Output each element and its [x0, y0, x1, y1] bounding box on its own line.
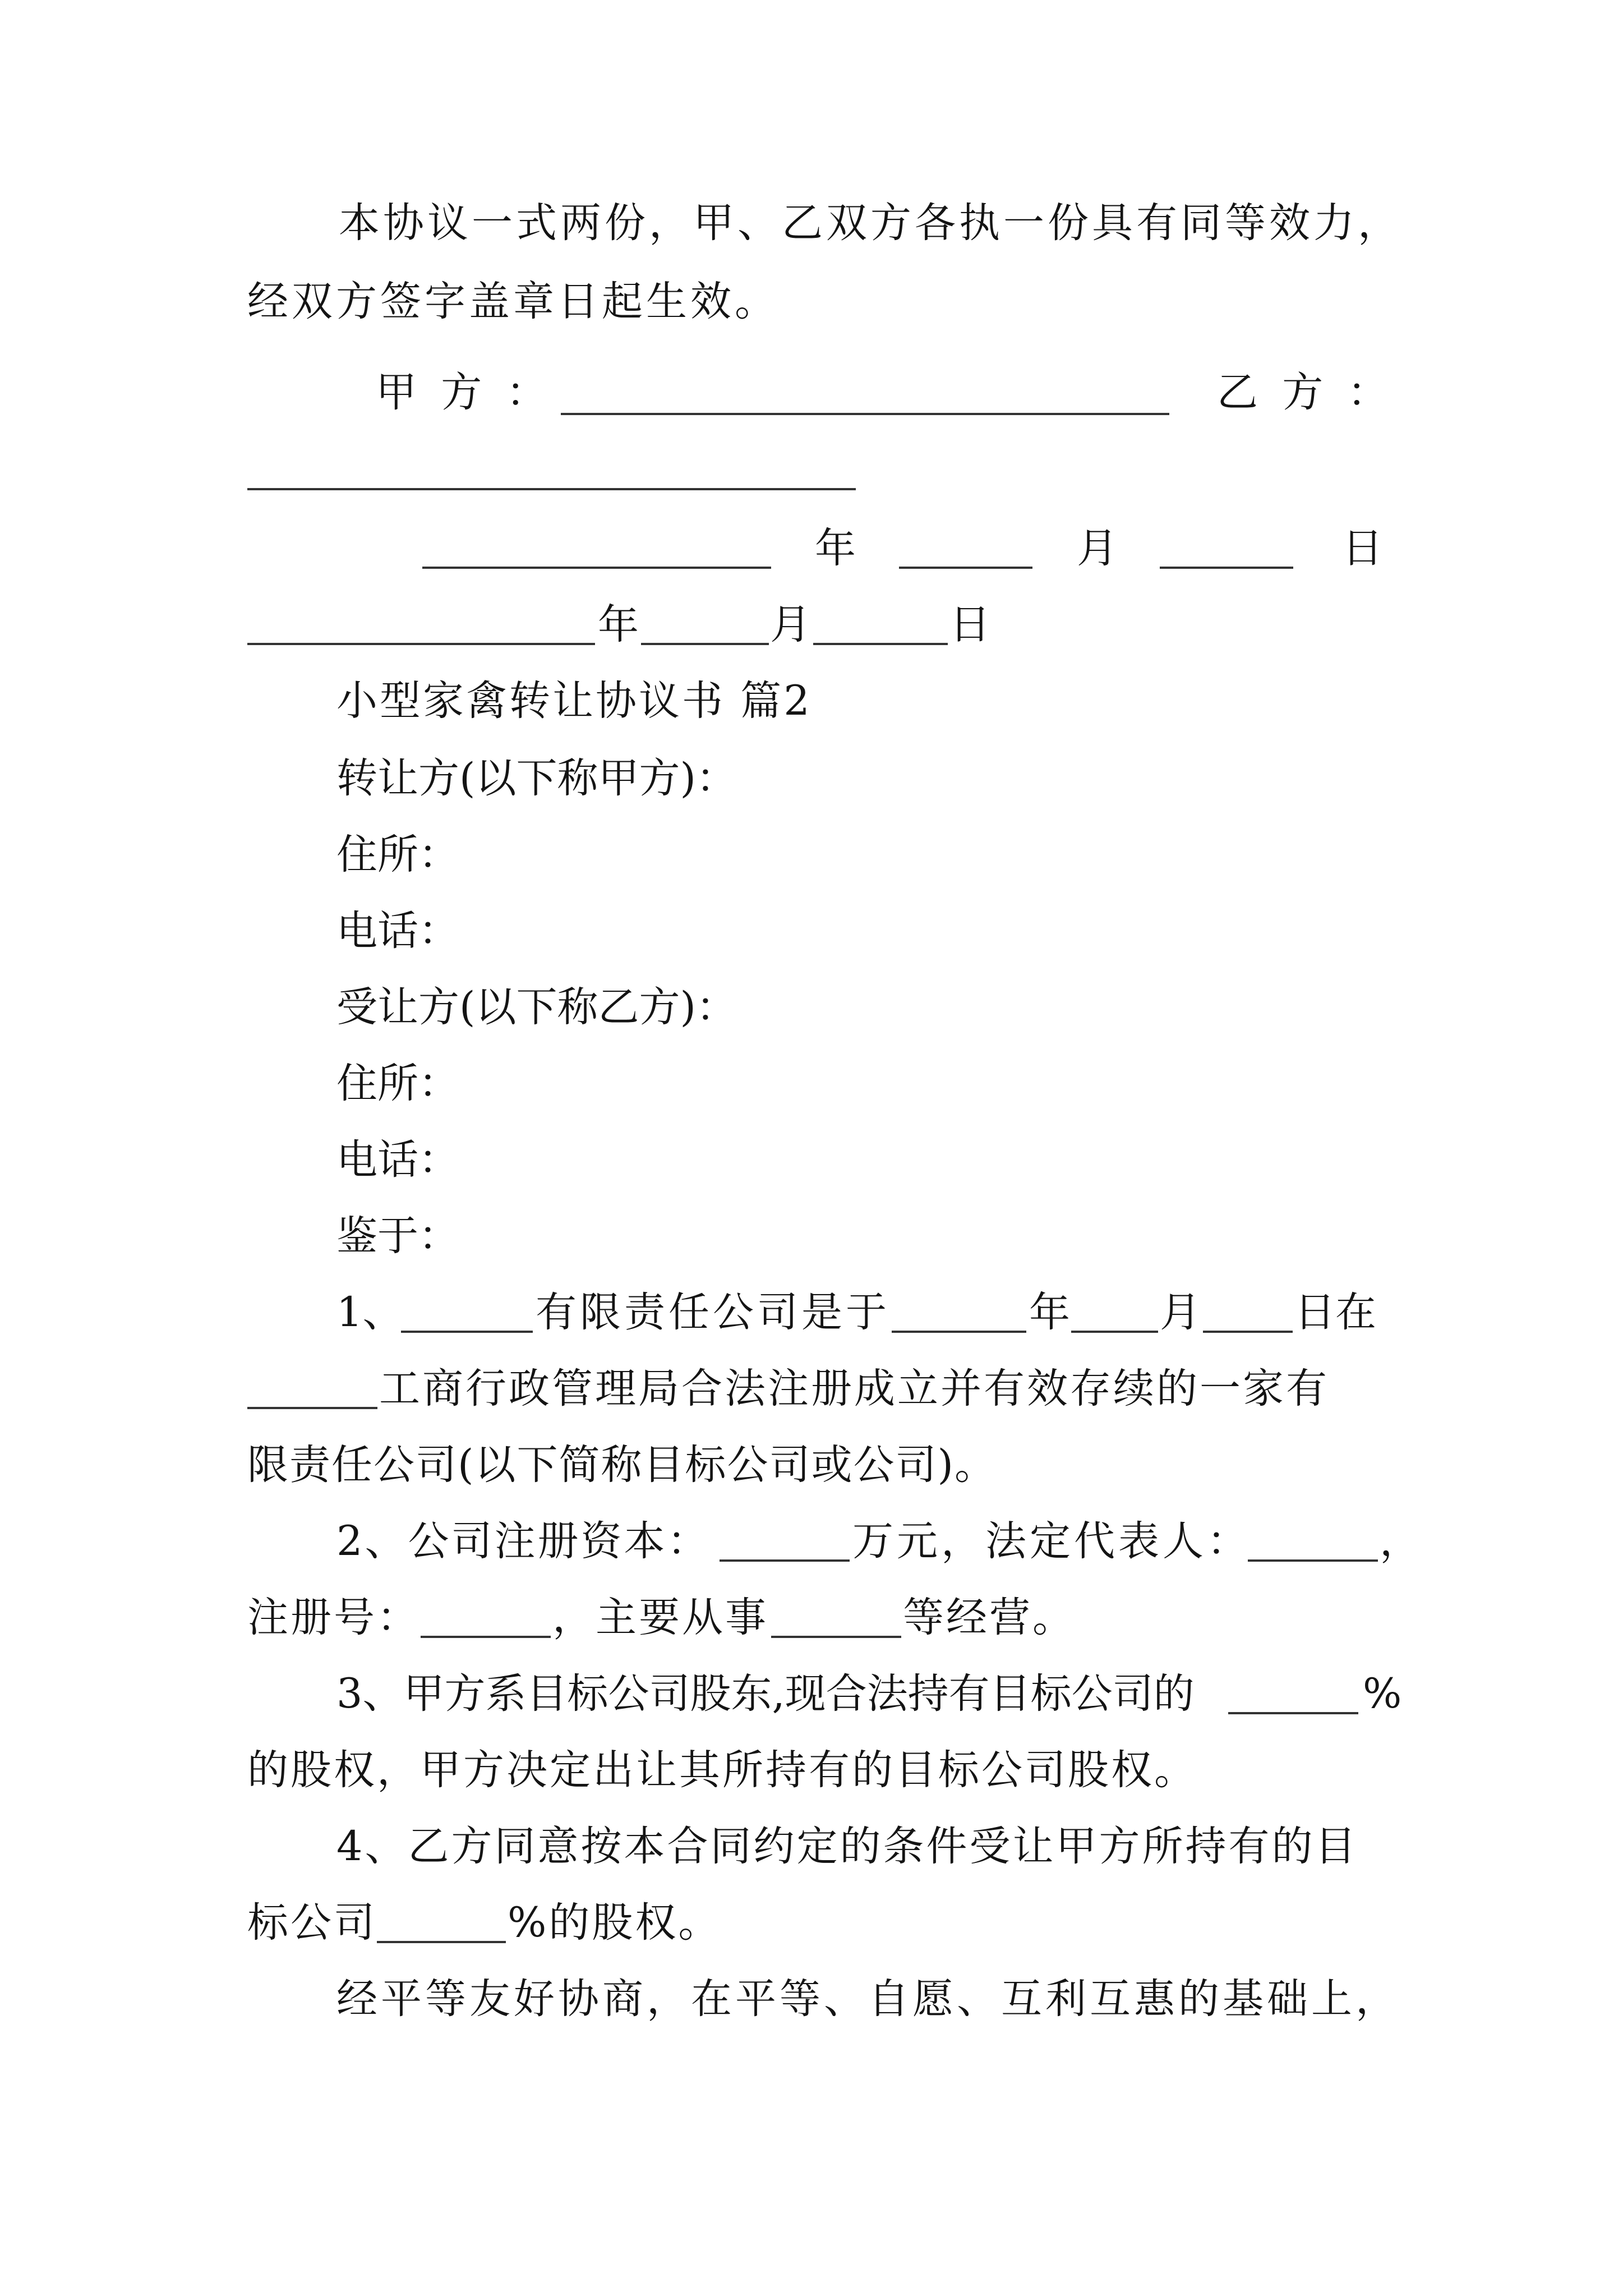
clause-1-company-blank: [401, 1331, 533, 1333]
clause-4-share-blank: [377, 1941, 506, 1943]
clause-3-text-b: 的股权，甲方决定出让其所持有的目标公司股权。: [247, 1746, 1197, 1794]
clause-4-text-b: 标公司: [247, 1899, 377, 1947]
transferee-label-text: 受让方(以下称乙方)：: [336, 983, 737, 1031]
clause-1-year: 年: [1029, 1289, 1070, 1336]
clause-4-text-a: 4、乙方同意按本合同约定的条件受让甲方所持有的目: [336, 1823, 1358, 1870]
clause-3-percent: %: [1363, 1670, 1402, 1718]
date-row-2-day: 日: [949, 601, 990, 648]
clause-2-regno-blank: [421, 1636, 551, 1638]
transferor-phone-text: 电话：: [336, 907, 459, 955]
date-row-1-day-blank: [1160, 567, 1293, 569]
date-row-2-year: 年: [598, 601, 639, 648]
transferee-address-text: 住所：: [336, 1060, 459, 1107]
transferor-label-text: 转让方(以下称甲方)：: [336, 754, 737, 802]
date-row-1-year: 年: [815, 524, 856, 572]
clause-2-text-e: ，主要从事: [552, 1594, 768, 1641]
transferor-address-text: 住所：: [336, 831, 459, 878]
clause-1-text-c: 限责任公司(以下简称目标公司或公司)。: [247, 1441, 997, 1489]
clause-4-text-c: %的股权。: [508, 1899, 722, 1947]
clause-1-day-blank: [1203, 1331, 1293, 1333]
clause-2-capital-blank: [720, 1559, 850, 1562]
whereas-text: 鉴于：: [336, 1212, 459, 1260]
date-row-2-month: 月: [770, 601, 811, 648]
date-row-2-day-blank: [813, 643, 948, 645]
clause-1-number: 1、: [336, 1289, 404, 1336]
clause-2-text-a: 2、公司注册资本：: [336, 1517, 711, 1565]
clause-1-month-blank: [1071, 1331, 1158, 1333]
closing-text-2: 经双方签字盖章日起生效。: [247, 278, 779, 325]
clause-1-day: 日在: [1294, 1289, 1376, 1336]
clause-2-text-b: 万元，法定代表人：: [852, 1517, 1251, 1565]
clause-2-text-c: ，: [1380, 1517, 1421, 1565]
date-row-1-year-blank: [422, 567, 771, 569]
party-a-label: 甲 方 ：: [376, 369, 553, 416]
clause-1-bureau-blank: [247, 1407, 377, 1409]
clause-1-month: 月: [1160, 1289, 1201, 1336]
clause-1-year-blank: [892, 1331, 1026, 1333]
transferee-phone-text: 电话：: [336, 1136, 459, 1184]
clause-1-text-a: 有限责任公司是于: [536, 1289, 890, 1336]
clause-2-text-f: 等经营。: [903, 1594, 1076, 1641]
date-row-2-month-blank: [641, 643, 769, 645]
date-row-1-month-blank: [899, 567, 1032, 569]
date-row-1-day: 日: [1342, 524, 1383, 572]
section-title-text: 小型家禽转让协议书 篇2: [336, 677, 812, 725]
closing-text-1: 本协议一式两份，甲、乙双方各执一份具有同等效力，: [339, 199, 1402, 247]
clause-2-rep-blank: [1248, 1559, 1378, 1562]
date-row-2-year-blank: [247, 643, 595, 645]
clause-3-text-a: 3、甲方系目标公司股东,现合法持有目标公司的: [336, 1670, 1195, 1718]
party-b-signature-blank: [247, 488, 856, 490]
clause-2-business-blank: [771, 1636, 901, 1638]
party-a-signature-blank: [561, 413, 1169, 415]
date-row-1-month: 月: [1077, 524, 1118, 572]
clause-1-text-b: 工商行政管理局合法注册成立并有效存续的一家有: [379, 1365, 1329, 1412]
final-line-text: 经平等友好协商，在平等、自愿、互利互惠的基础上，: [336, 1975, 1400, 2023]
clause-2-text-d: 注册号：: [247, 1594, 420, 1641]
party-b-label: 乙 方 ：: [1217, 369, 1394, 416]
clause-3-share-blank: [1228, 1712, 1358, 1714]
